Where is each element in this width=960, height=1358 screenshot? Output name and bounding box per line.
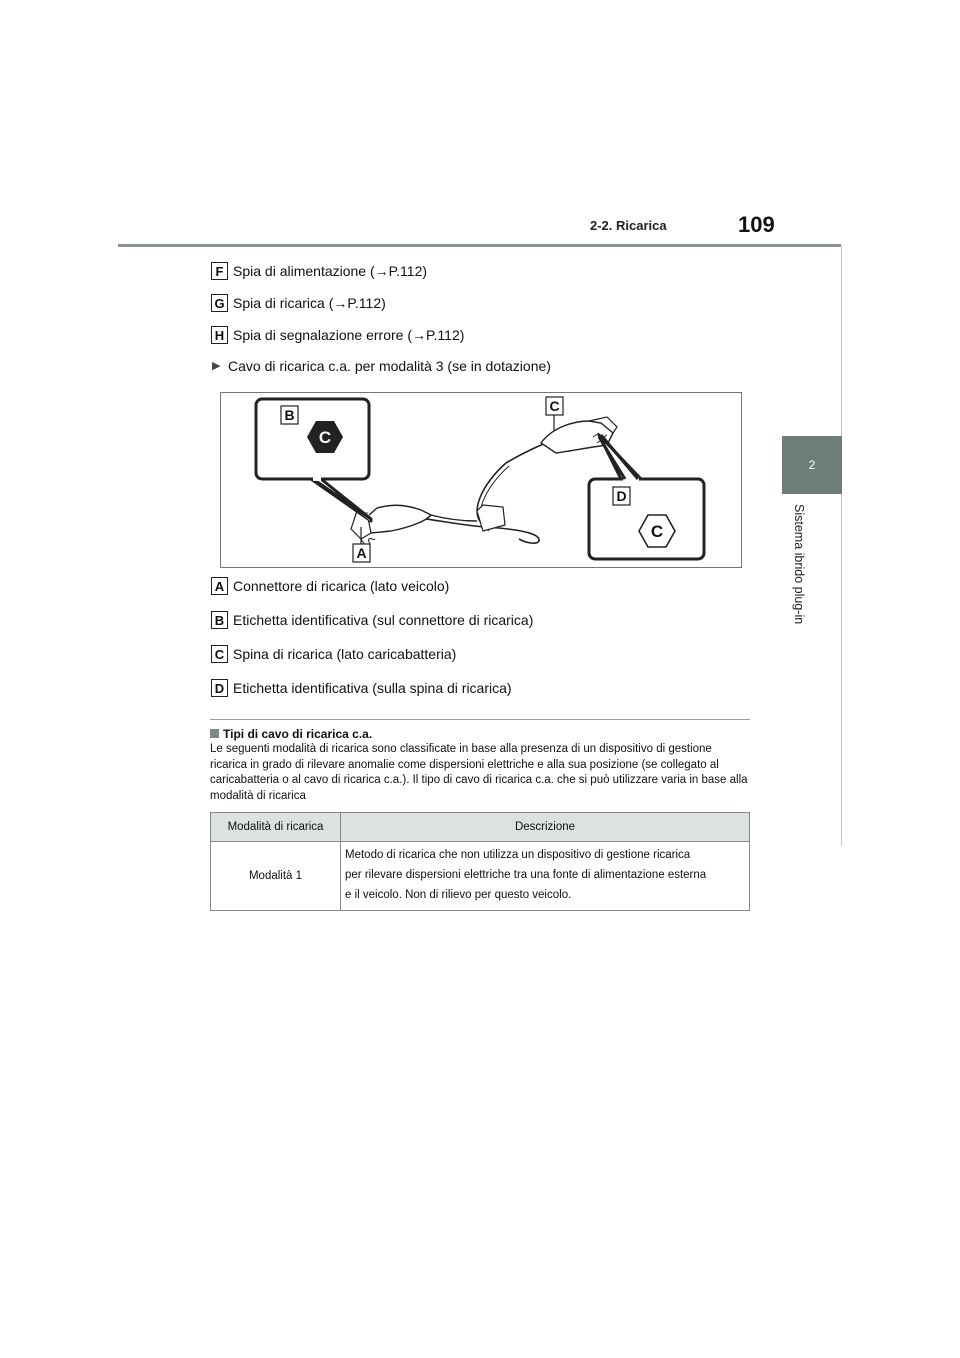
label-g-icon: G <box>211 294 228 312</box>
callout-c-text: C <box>549 398 560 414</box>
description-line: per rilevare dispersioni elettriche tra una fonte di alimentazione esterna <box>345 869 707 881</box>
subsection-paragraph: Le seguenti modalità di ricarica sono classificate in base alla presenza di un dispositivo di gestione ricarica in grado di rilevare anomalie come dispersioni elettriche e alla sua posizione (se collegato al caricabatteria o al cavo di ricarica c.a.). Il tipo di cavo di ricarica c.a. che si può utilizzare varia in base alla modalità di ricarica <box>210 743 748 802</box>
item-charge-indicator: Spia di ricarica (→P.112) <box>233 295 386 311</box>
page-number: 109 <box>738 212 775 237</box>
triangle-bullet-icon: ▶ <box>212 360 221 372</box>
table-header-row <box>211 813 750 842</box>
description-line: Metodo di ricarica che non utilizza un dispositivo di gestione ricarica <box>345 849 691 861</box>
label-a-icon: A <box>211 577 228 595</box>
header-divider <box>118 244 841 247</box>
item-power-indicator: Spia di alimentazione (→P.112) <box>233 263 428 279</box>
description-line: e il veicolo. Non di rilievo per questo veicolo. <box>345 889 572 901</box>
chapter-tab <box>782 436 842 494</box>
square-bullet-icon <box>210 729 219 738</box>
subsection-title: Tipi di cavo di ricarica c.a. <box>223 727 373 741</box>
header-description: Descrizione <box>341 813 750 842</box>
section-title: 2-2. Ricarica <box>590 218 667 233</box>
chapter-number: 2 <box>808 458 816 472</box>
charging-modes-table <box>210 812 750 911</box>
bullet-text: Cavo di ricarica c.a. per modalità 3 (se in dotazione) <box>228 358 551 374</box>
callout-b-text: B <box>284 407 295 423</box>
label-c-icon: C <box>211 645 228 663</box>
item-vehicle-connector: Connettore di ricarica (lato veicolo) <box>233 578 450 594</box>
label-b-icon: B <box>211 611 228 629</box>
header-mode: Modalità di ricarica <box>211 813 341 842</box>
chapter-title: Sistema ibrido plug-in <box>792 504 806 625</box>
hex-label-b-text: C <box>318 428 332 447</box>
hex-label-d-text: C <box>650 522 664 541</box>
item-charger-plug: Spina di ricarica (lato caricabatteria) <box>233 646 457 662</box>
label-d-icon: D <box>211 679 228 697</box>
side-tab-divider <box>841 246 842 846</box>
cell-mode: Modalità 1 <box>211 842 341 911</box>
callout-d-text: D <box>616 488 627 504</box>
subsection-heading <box>210 727 372 741</box>
vehicle-connector-shape <box>367 505 431 533</box>
item-plug-label: Etichetta identificativa (sulla spina di ricarica) <box>233 680 512 696</box>
charging-cable-figure <box>220 392 742 568</box>
callout-a-text: A <box>356 545 367 561</box>
label-h-icon: H <box>211 326 228 344</box>
label-f-icon: F <box>211 262 228 280</box>
item-error-indicator: Spia di segnalazione errore (→P.112) <box>233 327 465 343</box>
table-row <box>211 842 750 911</box>
cell-description <box>341 842 750 911</box>
subsection-divider <box>210 719 750 720</box>
item-connector-label: Etichetta identificativa (sul connettore di ricarica) <box>233 612 534 628</box>
